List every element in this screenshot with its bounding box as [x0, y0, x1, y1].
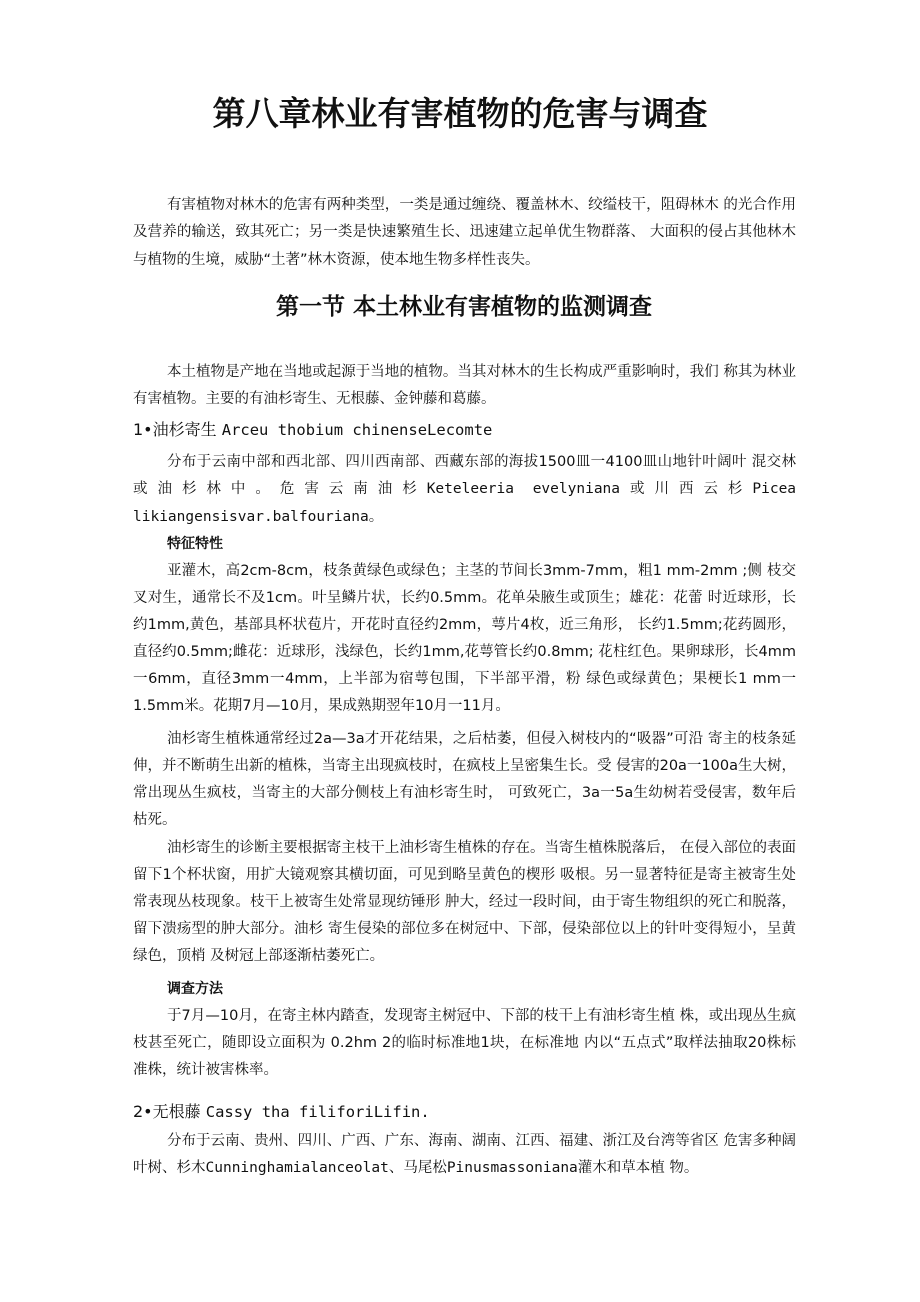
chapter-title: 第八章林业有害植物的危害与调查 — [212, 94, 708, 133]
item-latin-name: Arceu thobium chinenseLecomte — [221, 421, 493, 439]
features-heading: 特征特性 — [167, 536, 223, 552]
features-paragraph: 亚灌木，高2cm-8cm，枝条黄绿色或绿色；主茎的节间长3mm-7mm，粗1 mm-2mm ;侧 枝交叉对生，通常长不及1cm。叶呈鳞片状，长约0.5mm。花单朵腋生或顶生；雄花：花蕾 时近球形，长约1mm,黄色，基部具杯状苞片，开花时直径约2mm，萼片4枚，近三角形， 长约1.5mm;花药圆形，直径约0.5mm;雌花：近球形，浅绿色，长约1mm,花萼管长约0.8mm; 花柱红色。果卵球形，长4mm一6mm，直径3mm一4mm，上半部为宿萼包围，下半部平滑，粉 绿色或绿黄色；果梗长1 mm一1.5mm米。花期7月—10月，果成熟期翌年10月一11月。 — [133, 563, 796, 714]
host-latin-name: Picea likiangensisvar.balfouriana — [133, 481, 797, 525]
distribution-text: 山地针叶阔叶 混交林或油杉林中。危害云南油杉 — [133, 454, 796, 498]
section-title: 第一节 本土林业有害植物的监测调查 — [275, 294, 652, 320]
item-number: 2• — [133, 1102, 153, 1121]
distribution-text: 灌木和草本植 物。 — [577, 1160, 699, 1176]
item-number: 1• — [133, 420, 153, 439]
distribution-text: 分布于云南、贵州、四川、广西、广东、海南、湖南、江西、福建、浙江及台湾等省区 危害多种阔叶树、杉木 — [133, 1133, 796, 1176]
survey-paragraph: 于7月—10月，在寄主林内踏查，发现寄主树冠中、下部的枝干上有油杉寄生植 株，或出现丛生疯枝甚至死亡，随即设立面积为 0.2hm 2的临时标准地1块，在标准地 内以“五点式”取样法抽取20株标准株，统计被害株率。 — [133, 1008, 796, 1078]
distribution-text: 分布于云南中部和西北部、四川西南部、西藏东部的海拔 — [167, 454, 539, 470]
host-latin-name: Keteleeria evelyniana — [426, 481, 621, 498]
diagnosis-paragraph: 油杉寄生的诊断主要根据寄主枝干上油杉寄生植株的存在。当寄生植株脱落后， 在侵入部位的表面留下1个杯状窗，用扩大镜观察其横切面，可见到略呈黄色的楔形 吸根。另一显著特征是寄主被寄生处常表现丛枝现象。枝干上被寄生处常显现纺锤形 肿大，经过一段时间，由于寄生物组织的死亡和脱落，留下溃疡型的肿大部分。油杉 寄生侵染的部位多在树冠中、下部，侵染部位以上的针叶变得短小，呈黄绿色，顶梢 及树冠上部逐渐枯萎死亡。 — [133, 840, 796, 964]
distribution-text: 、马尾松 — [388, 1160, 447, 1176]
distribution-text: 或川西云杉 — [620, 481, 753, 498]
item-name: 无根藤 — [152, 1102, 201, 1121]
chapter-intro-paragraph: 有害植物对林木的危害有两种类型，一类是通过缠绕、覆盖林木、绞缢枝干，阻碍林木 的光合作用及营养的输送，致其死亡；另一类是快速繁殖生长、迅速建立起单优生物群落、 大面积的侵占其他林木与植物的生境，威胁“土著”林木资源，使本地生物多样性丧失。 — [133, 197, 796, 268]
item2-distribution-paragraph — [133, 1128, 796, 1182]
survey-heading: 调查方法 — [167, 981, 223, 997]
item1-distribution-paragraph — [133, 449, 796, 531]
growth-paragraph: 油杉寄生植株通常经过2a—3a才开花结果，之后枯萎，但侵入树枝内的“吸器”可沿 寄主的枝条延伸，并不断萌生出新的植株，当寄主出现疯枝时，在疯枝上呈密集生长。受 侵害的20a一100a生大树，常出现丛生疯枝，当寄主的大部分侧枝上有油杉寄生时， 可致死亡，3a一5a生幼树若受侵害，数年后枯死。 — [133, 731, 797, 828]
item-name: 油杉寄生 — [152, 420, 217, 439]
host-latin-name: Cunninghamialanceolat — [205, 1160, 389, 1176]
item-heading-1 — [133, 417, 492, 443]
distribution-text: 。 — [368, 508, 384, 525]
host-latin-name: Pinusmassoniana — [446, 1160, 578, 1176]
item-heading-2 — [133, 1099, 430, 1125]
altitude-range: 1500皿一4100皿 — [538, 454, 658, 470]
section-intro-paragraph: 本土植物是产地在当地或起源于当地的植物。当其对林木的生长构成严重影响时，我们 称其为林业有害植物。主要的有油杉寄生、无根藤、金钟藤和葛藤。 — [133, 364, 796, 408]
item-latin-name: Cassy tha filiforiLifin. — [205, 1103, 430, 1121]
